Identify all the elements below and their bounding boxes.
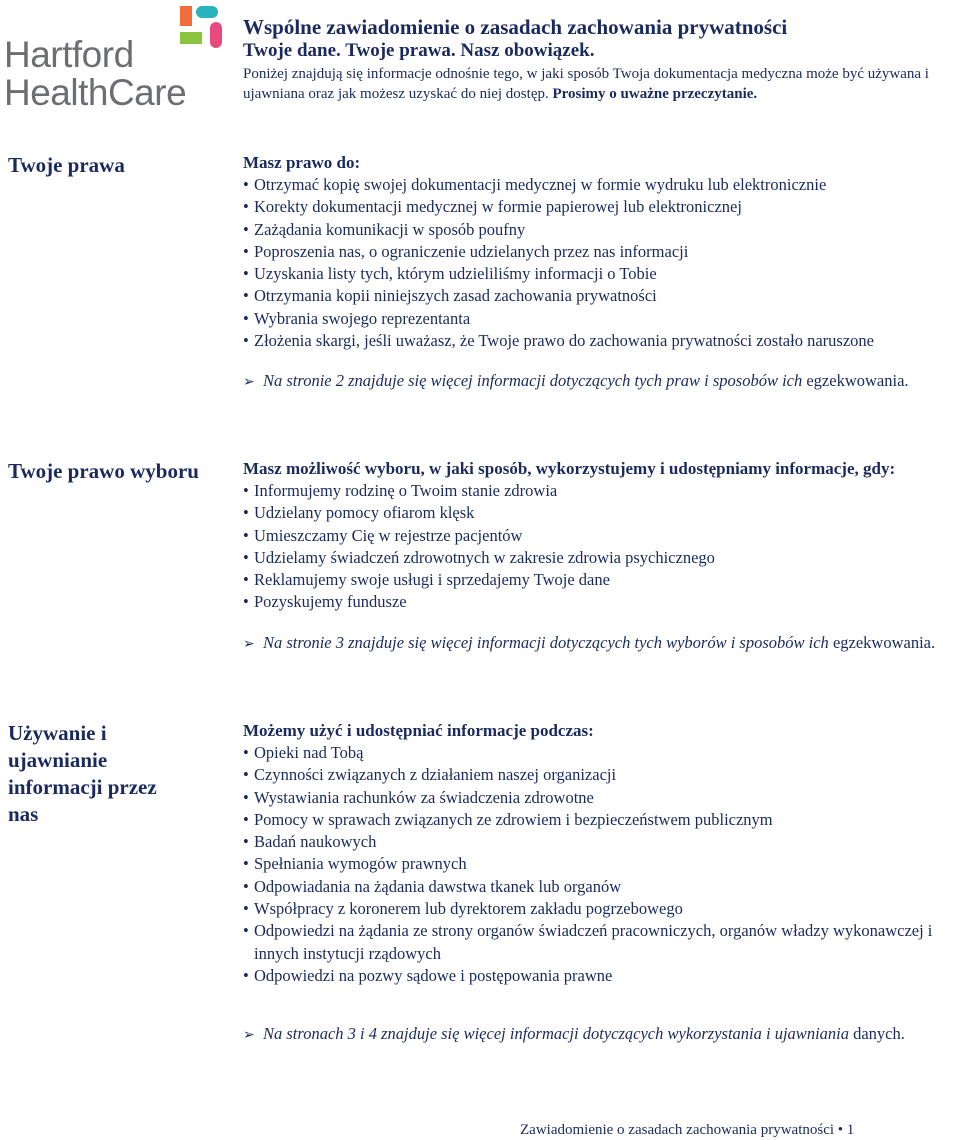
note-text: Na stronach 3 i 4 znajduje się więcej informacji dotyczących wykorzystania i ujawniania: [263, 1024, 849, 1044]
list-item: [243, 965, 958, 987]
more-info-note: [243, 370, 958, 393]
bullet: •: [243, 308, 249, 328]
list-item-text: Informujemy rodzinę o Twoim stanie zdrowia: [254, 481, 558, 500]
list-item: [243, 502, 958, 524]
bullet: •: [243, 921, 249, 941]
page-footer: [520, 1120, 920, 1140]
footer-label: Zawiadomienie o zasadach zachowania prywatności: [520, 1122, 835, 1138]
list-item: [243, 263, 958, 285]
list-item: [243, 809, 958, 831]
document-subtitle: Twoje dane. Twoje prawa. Nasz obowiązek.: [243, 40, 595, 61]
list-item-text: Otrzymać kopię swojej dokumentacji medycznej w formie wydruku lub elektronicznie: [254, 175, 827, 194]
section-heading: Używanie i ujawnianie informacji przez nas: [8, 721, 157, 826]
note-end: danych.: [853, 1024, 905, 1044]
list-item-text: Odpowiedzi na pozwy sądowe i postępowania prawne: [254, 965, 613, 985]
note-end: egzekwowania.: [806, 371, 909, 391]
list-item: [243, 764, 958, 786]
list-item: [243, 480, 958, 502]
arrow-right-icon: ➢: [243, 374, 255, 391]
note-text: Na stronie 2 znajduje się więcej informacji dotyczących tych praw i sposobów ich: [263, 371, 803, 391]
bullet: •: [243, 286, 249, 306]
list-item: [243, 219, 958, 241]
list-item-text: Pomocy w sprawach związanych ze zdrowiem i bezpieczeństwem publicznym: [254, 809, 773, 829]
bullet: •: [243, 765, 249, 785]
footer-separator: •: [837, 1122, 844, 1138]
list-item: [243, 742, 958, 764]
list-item: [243, 330, 958, 352]
intro-emphasis: Prosimy o uważne przeczytanie.: [552, 86, 758, 102]
title-block: [243, 14, 955, 104]
logo-mark-green: [180, 32, 202, 44]
page-number: 1: [846, 1122, 855, 1138]
rights-list: [243, 174, 958, 352]
bullet: •: [243, 241, 249, 261]
arrow-right-icon: ➢: [243, 1027, 255, 1044]
list-item: [243, 569, 958, 591]
list-item: [243, 898, 958, 920]
list-item-text: Korekty dokumentacji medycznej w formie papierowej lub elektronicznej: [254, 197, 742, 217]
list-item-text: Reklamujemy swoje usługi i sprzedajemy Twoje dane: [254, 570, 610, 590]
logo-wordmark-line2: HealthCare: [4, 72, 187, 113]
list-item: [243, 853, 958, 875]
list-item: [243, 591, 958, 613]
list-item: [243, 920, 958, 965]
logo-mark-teal: [196, 6, 218, 18]
bullet: •: [243, 503, 249, 523]
bullet: •: [243, 787, 249, 807]
list-item: [243, 547, 958, 569]
list-item-text: Wystawiania rachunków za świadczenia zdrowotne: [254, 787, 594, 807]
hartford-healthcare-logo: [4, 4, 230, 112]
list-item-text: Umieszczamy Cię w rejestrze pacjentów: [254, 525, 523, 545]
list-item-text: Poproszenia nas, o ograniczenie udzielanych przez nas informacji: [254, 241, 689, 261]
bullet: •: [243, 832, 249, 852]
list-item-text: Odpowiadania na żądania dawstwa tkanek lub organów: [254, 876, 622, 896]
bullet: •: [243, 899, 249, 919]
section-lead: Możemy użyć i udostępniać informacje podczas:: [243, 721, 594, 740]
uses-list: [243, 742, 958, 987]
list-item-text: Badań naukowych: [254, 832, 377, 852]
section-lead: Masz możliwość wyboru, w jaki sposób, wykorzystujemy i udostępniamy informacje, gdy:: [243, 459, 896, 478]
arrow-right-icon: ➢: [243, 635, 255, 652]
more-info-note: [243, 1023, 958, 1046]
bullet: •: [243, 547, 249, 567]
list-item-text: Współpracy z koronerem lub dyrektorem zakładu pogrzebowego: [254, 899, 683, 919]
list-item-text: Udzielamy świadczeń zdrowotnych w zakresie zdrowia psychicznego: [254, 547, 715, 567]
list-item-text: Uzyskania listy tych, którym udzieliliśmy informacji o Tobie: [254, 264, 657, 284]
section-body: [243, 152, 958, 393]
bullet: •: [243, 175, 249, 194]
page-header: [0, 0, 960, 120]
logo-wordmark-line1: Hartford: [4, 34, 134, 75]
logo-mark-icon: [176, 4, 232, 60]
list-item: [243, 525, 958, 547]
list-item-text: Odpowiedzi na żądania ze strony organów świadczeń pracowniczych, organów władzy wykonawczej i innych instytucji rządowych: [254, 921, 933, 963]
bullet: •: [243, 743, 249, 762]
section-heading: Twoje prawo wyboru: [8, 459, 199, 483]
list-item-text: Opieki nad Tobą: [254, 743, 364, 762]
list-item: [243, 285, 958, 307]
section-body: [243, 720, 958, 1046]
list-item: [243, 831, 958, 853]
section-heading: Twoje prawa: [8, 153, 125, 177]
list-item-text: Wybrania swojego reprezentanta: [254, 308, 471, 328]
list-item: [243, 787, 958, 809]
list-item: [243, 876, 958, 898]
bullet: •: [243, 197, 249, 217]
list-item: [243, 196, 958, 218]
bullet: •: [243, 481, 249, 500]
list-item-text: Zażądania komunikacji w sposób poufny: [254, 219, 526, 239]
note-text: Na stronie 3 znajduje się więcej informacji dotyczących tych wyborów i sposobów ich: [263, 632, 829, 652]
intro-text: Poniżej znajdują się informacje odnośnie tego, w jaki sposób Twoja dokumentacja medyczna może być używana i ujawniana oraz jak możesz uzyskać do niej dostęp.: [243, 66, 929, 102]
more-info-note: [243, 632, 958, 655]
list-item-text: Spełniania wymogów prawnych: [254, 854, 467, 874]
list-item: [243, 174, 958, 196]
bullet: •: [243, 965, 249, 985]
bullet: •: [243, 876, 249, 896]
list-item-text: Pozyskujemy fundusze: [254, 592, 407, 612]
bullet: •: [243, 264, 249, 284]
bullet: •: [243, 809, 249, 829]
note-end: egzekwowania.: [832, 632, 936, 652]
list-item-text: Otrzymania kopii niniejszych zasad zachowania prywatności: [254, 286, 657, 306]
logo-mark-pink: [210, 22, 222, 48]
list-item: [243, 241, 958, 263]
list-item-text: Czynności związanych z działaniem naszej organizacji: [254, 765, 617, 785]
document-title: Wspólne zawiadomienie o zasadach zachowania prywatności: [243, 15, 788, 39]
choices-list: [243, 480, 958, 614]
section-body: [243, 458, 958, 655]
document-intro: [243, 64, 955, 104]
bullet: •: [243, 331, 249, 351]
list-item-text: Złożenia skargi, jeśli uważasz, że Twoje prawo do zachowania prywatności zostało naruszone: [254, 331, 874, 351]
bullet: •: [243, 592, 249, 612]
section-lead: Masz prawo do:: [243, 153, 361, 172]
bullet: •: [243, 570, 249, 590]
bullet: •: [243, 219, 249, 239]
logo-mark-orange: [180, 6, 192, 26]
list-item: [243, 308, 958, 330]
list-item-text: Udzielany pomocy ofiarom klęsk: [254, 503, 475, 523]
bullet: •: [243, 854, 249, 874]
bullet: •: [243, 525, 249, 545]
